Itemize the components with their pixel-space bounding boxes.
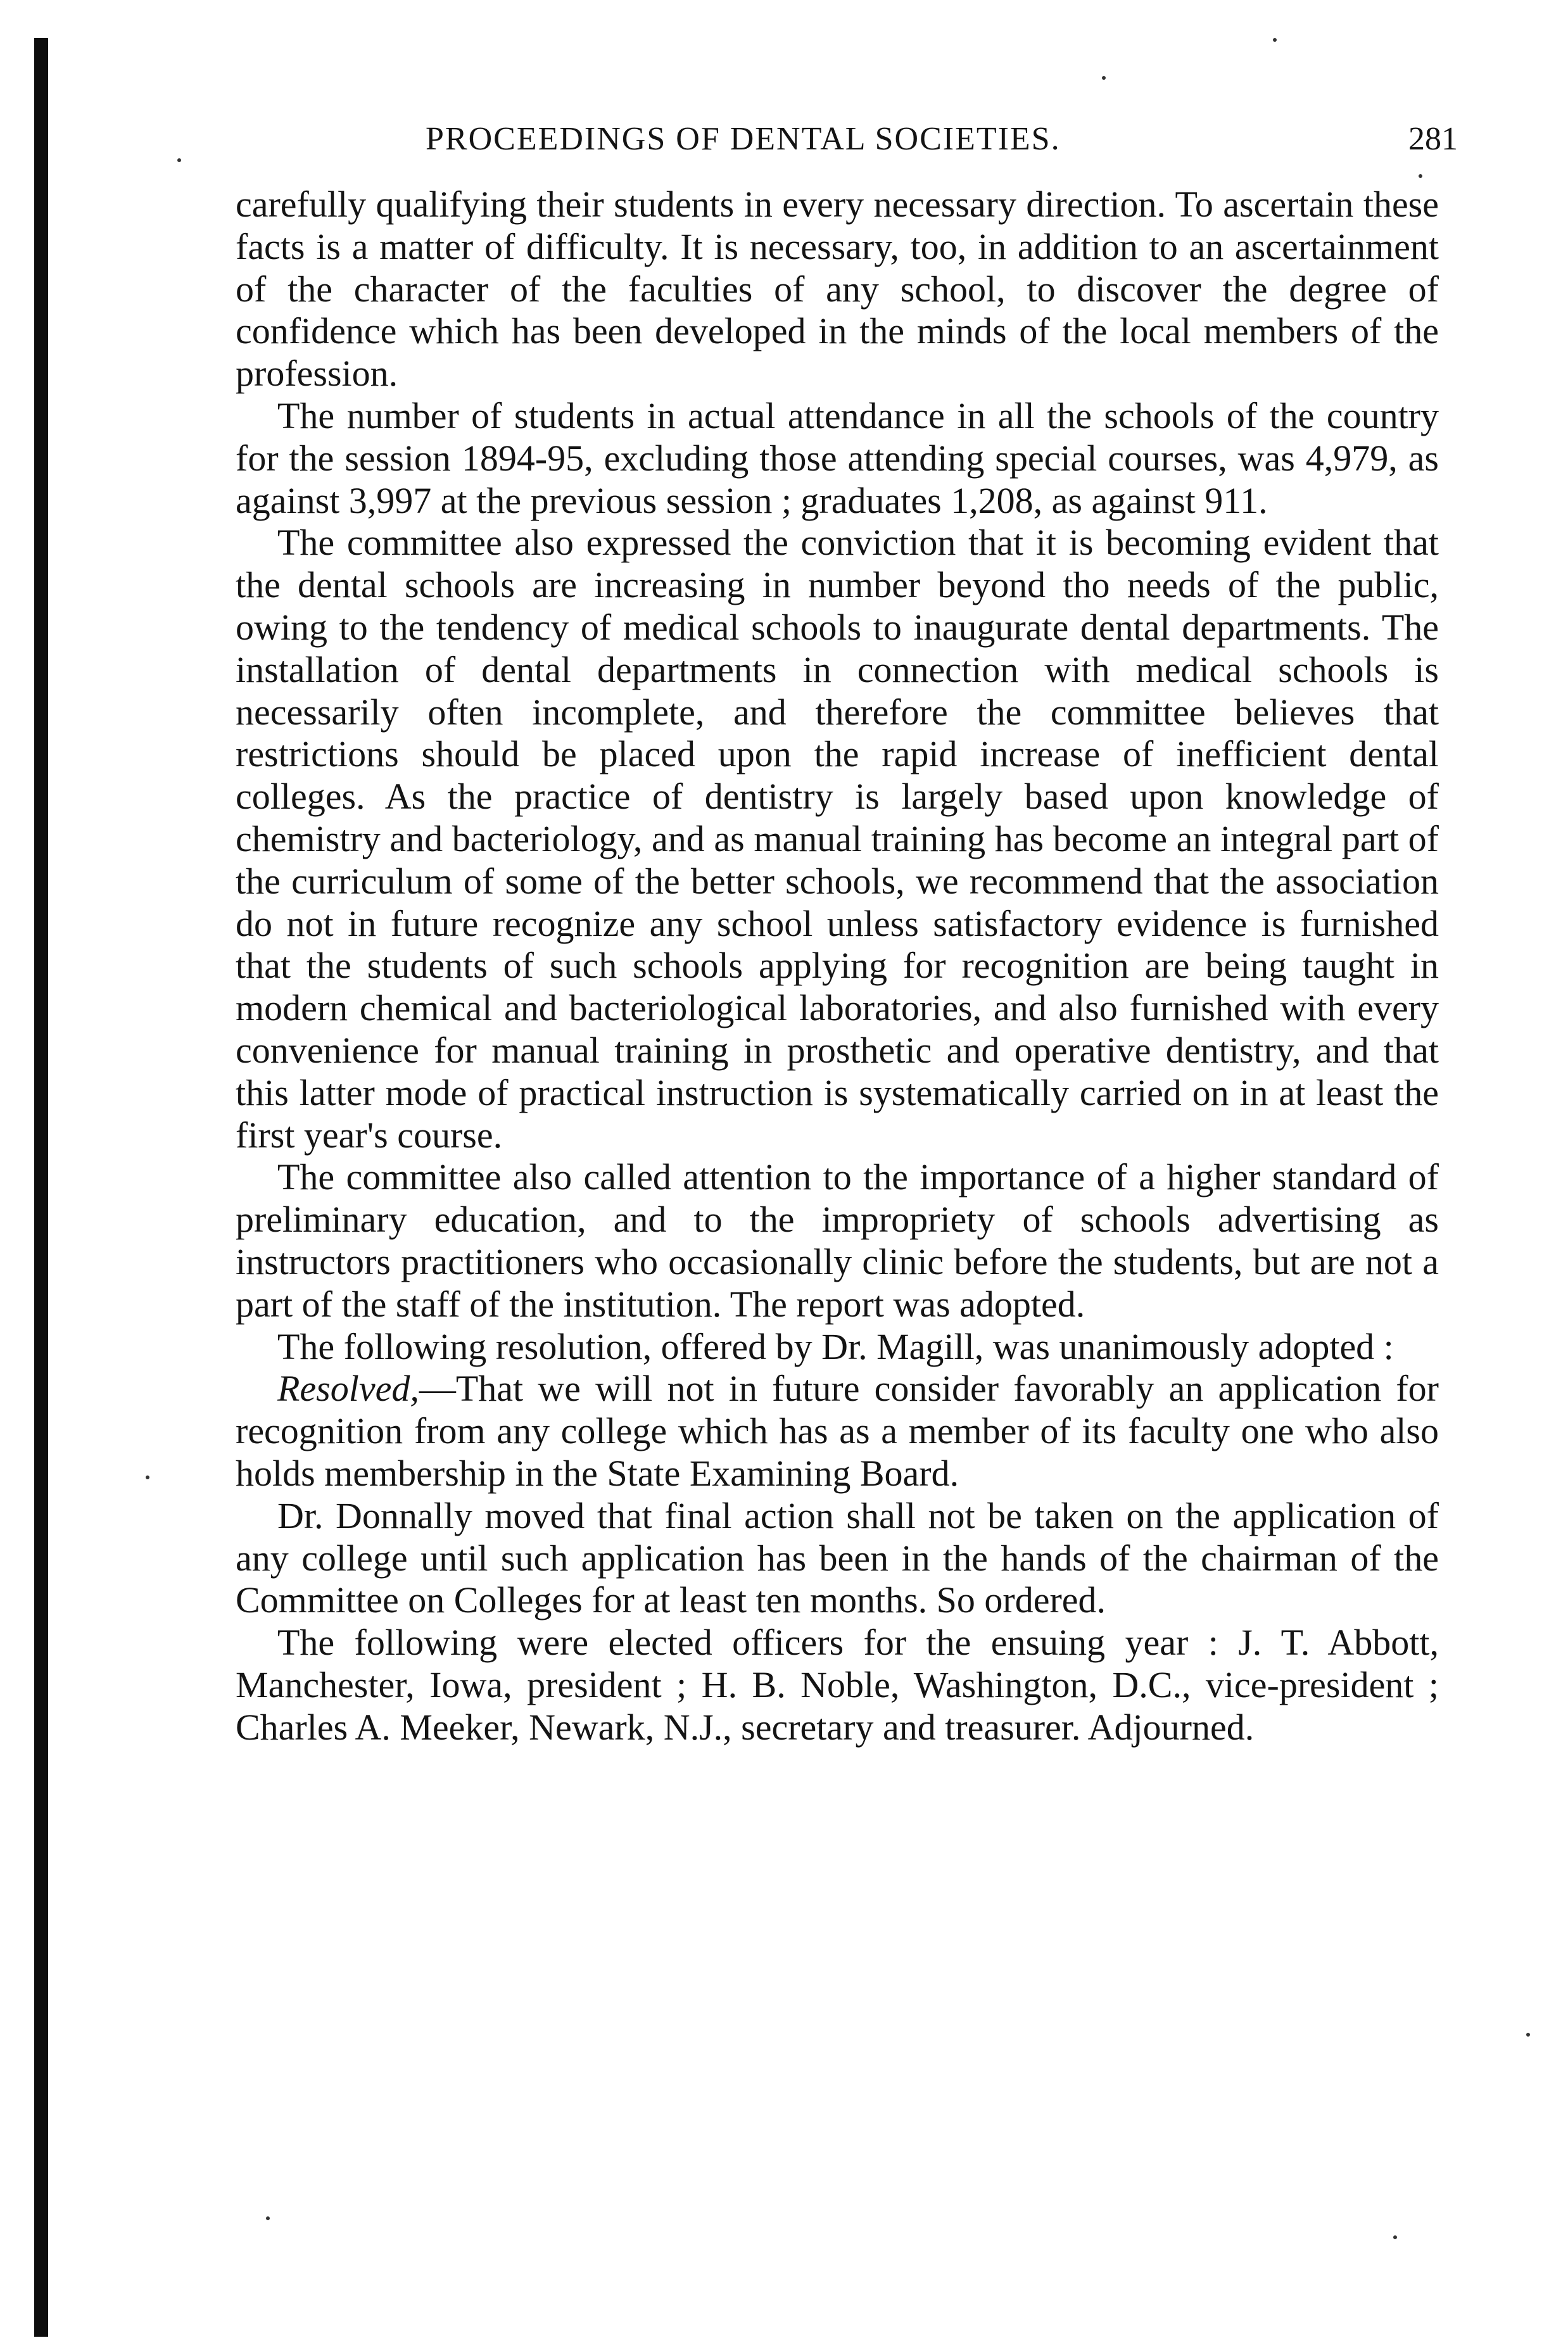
paragraph: The following resolution, offered by Dr. Magill, was unanimously adopted : [277, 1325, 1394, 1367]
page-number: 281 [1408, 121, 1458, 157]
body-text [236, 184, 1439, 1748]
resolved-lead: Resolved, [277, 1368, 419, 1410]
running-title: PROCEEDINGS OF DENTAL SOCIETIES. [426, 121, 1061, 157]
page-binding-edge [34, 38, 48, 2337]
print-speck [1273, 38, 1277, 42]
print-speck [177, 158, 181, 162]
paragraph: The number of students in actual attendance in all the schools of the country for the session 1894-95, excluding those attending special courses, was 4,979, as against 3,997 at the previous session ; graduates 1,208, as against 911. [236, 395, 1439, 521]
print-speck [146, 1475, 149, 1479]
paragraph: The following were elected officers for the ensuing year : J. T. Abbott, Manchester, Iowa, president ; H. B. Noble, Washington, D.C., vice-president ; Charles A. Meeker, Newark, N.J., secretary and treasurer. Adjourned. [236, 1622, 1439, 1748]
print-speck [1393, 2235, 1397, 2239]
paragraph: The committee also expressed the conviction that it is becoming evident that the dental schools are increasing in number beyond tho needs of the public, owing to the tendency of medical schools to inaugurate dental departments. The installation of dental departments in connection with medical schools is necessarily often incomplete, and therefore the committee believes that restrictions should be placed upon the rapid increase of inefficient dental colleges. As the practice of dentistry is largely based upon knowledge of chemistry and bacteriology, and as manual training has become an integral part of the curriculum of some of the better schools, we recommend that the association do not in future recognize any school unless satisfactory evidence is furnished that the students of such schools applying for recognition are being taught in modern chemical and bacteriological laboratories, and also furnished with every convenience for manual training in prosthetic and operative dentistry, and that this latter mode of practical instruction is systematically carried on in at least the first year's course. [236, 522, 1439, 1156]
resolution-paragraph [236, 1368, 1439, 1494]
print-speck [1526, 2033, 1530, 2037]
document-page [236, 120, 1458, 1748]
paragraph: Dr. Donnally moved that final action shall not be taken on the application of any college until such application has been in the hands of the chairman of the Committee on Colleges for at least ten months. So ordered. [236, 1494, 1439, 1621]
paragraph: The committee also called attention to the importance of a higher standard of preliminary education, and to the impropriety of schools advertising as instructors practitioners who occasionally clinic before the students, but are not a part of the staff of the institution. The report was adopted. [236, 1156, 1439, 1325]
print-speck [266, 2216, 270, 2220]
running-head [236, 120, 1458, 171]
resolution-text: —That we will not in future consider favorably an application for recognition from any college which has as a member of its faculty one who also holds membership in the State Examining Board. [236, 1368, 1439, 1494]
paragraph: carefully qualifying their students in every necessary direction. To ascertain these facts is a matter of difficulty. It is necessary, too, in addition to an ascertainment of the character of the faculties of any school, to discover the degree of confidence which has been developed in the minds of the local members of the profession. [236, 184, 1439, 395]
print-speck [1102, 76, 1106, 80]
